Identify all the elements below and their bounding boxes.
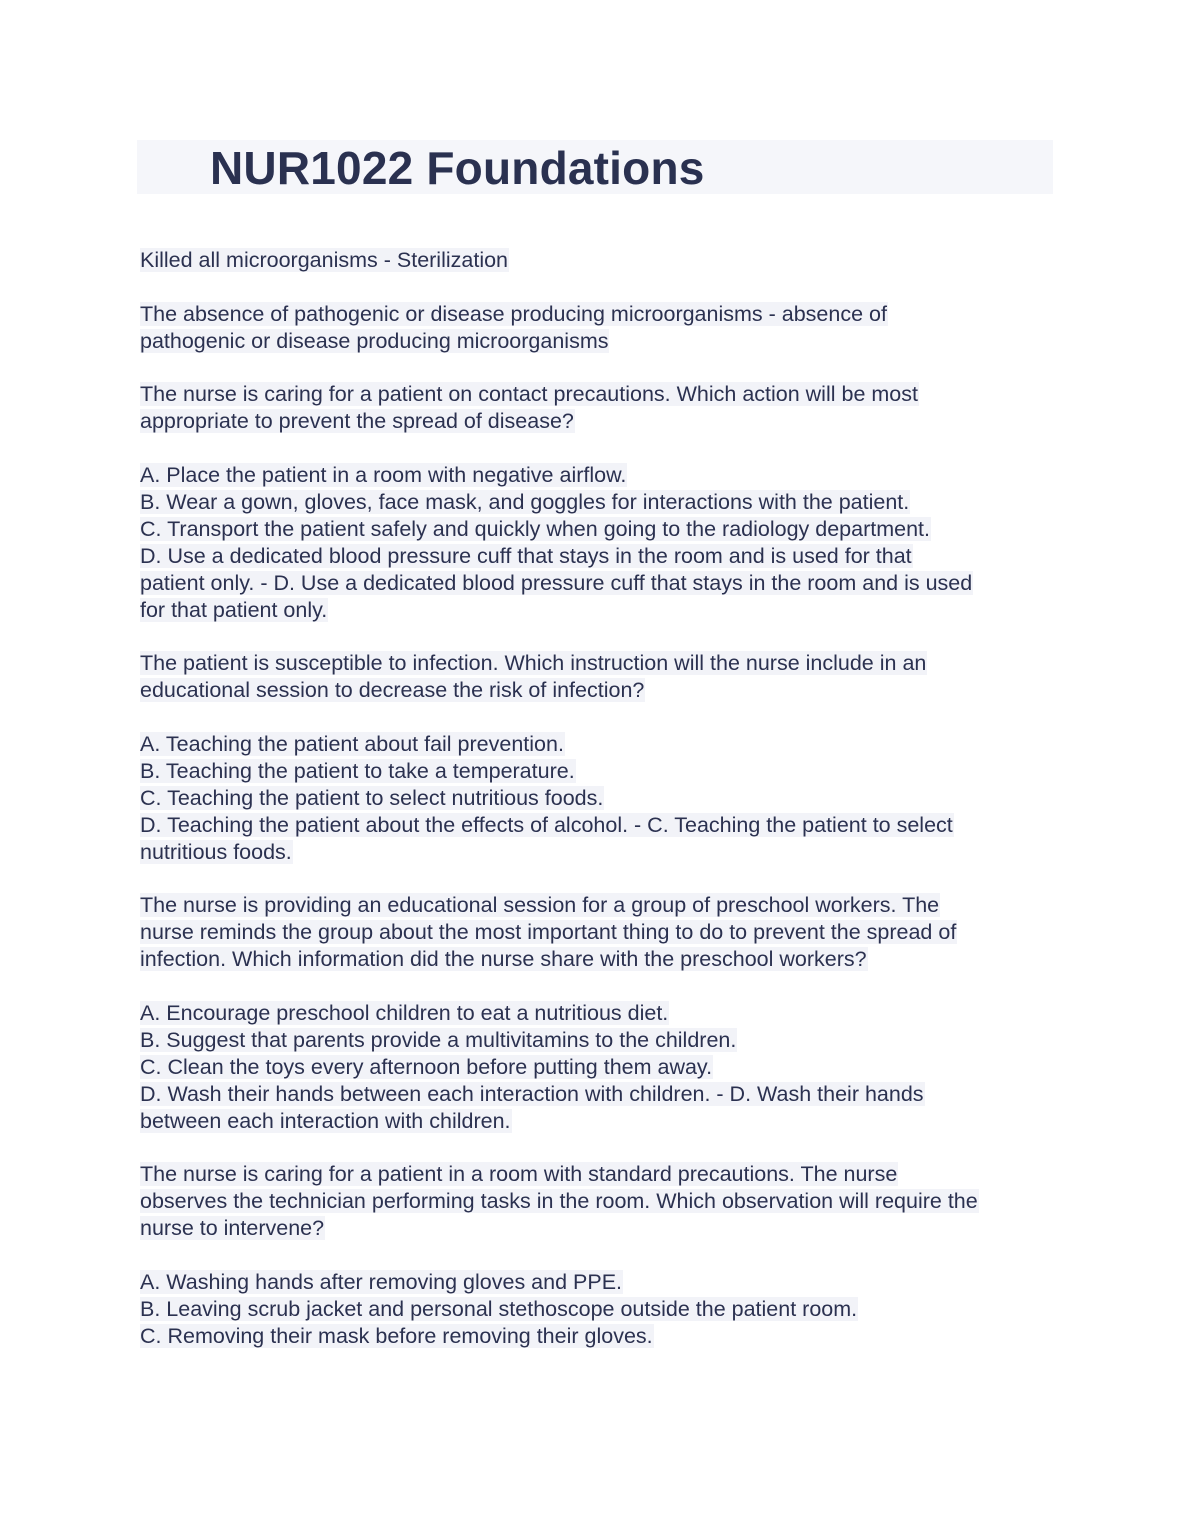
paragraph [140,462,1060,623]
text-line-content: infection. Which information did the nurse share with the preschool workers? [140,947,867,972]
text-line [140,892,1060,919]
title-band [137,140,1053,194]
text-line [140,758,1060,785]
text-line-content: D. Teaching the patient about the effects of alcohol. - C. Teaching the patient to select [140,812,953,837]
paragraph [140,650,1060,704]
text-line [140,1054,1060,1081]
text-line [140,543,1060,570]
text-line [140,247,1060,274]
text-line-content: A. Washing hands after removing gloves and PPE. [140,1269,623,1294]
text-line-content: The nurse is providing an educational session for a group of preschool workers. The [140,893,940,918]
text-line [140,301,1060,328]
text-line-content: The absence of pathogenic or disease producing microorganisms - absence of [140,301,887,326]
text-line [140,731,1060,758]
text-line [140,1081,1060,1108]
text-line-content: B. Wear a gown, gloves, face mask, and goggles for interactions with the patient. [140,490,910,515]
text-line [140,1296,1060,1323]
text-line-content: C. Removing their mask before removing their gloves. [140,1323,653,1348]
text-line-content: B. Suggest that parents provide a multivitamins to the children. [140,1027,737,1052]
text-line-content: A. Encourage preschool children to eat a nutritious diet. [140,1000,669,1025]
document-body [140,247,1060,1376]
text-line [140,516,1060,543]
text-line-content: observes the technician performing tasks in the room. Which observation will require the [140,1189,978,1214]
text-line [140,1323,1060,1350]
text-line-content: D. Wash their hands between each interaction with children. - D. Wash their hands [140,1081,924,1106]
text-line [140,462,1060,489]
text-line [140,1000,1060,1027]
paragraph [140,731,1060,865]
text-line [140,489,1060,516]
text-line-content: Killed all microorganisms - Sterilization [140,248,509,272]
text-line [140,677,1060,704]
text-line [140,785,1060,812]
text-line [140,570,1060,597]
text-line [140,328,1060,355]
text-line [140,1188,1060,1215]
text-line [140,408,1060,435]
text-line-content: patient only. - D. Use a dedicated blood pressure cuff that stays in the room and is used [140,570,973,595]
text-line-content: between each interaction with children. [140,1108,511,1133]
text-line-content: B. Teaching the patient to take a temperature. [140,758,575,783]
text-line-content: A. Teaching the patient about fail prevention. [140,732,564,757]
text-line-content: D. Use a dedicated blood pressure cuff that stays in the room and is used for that [140,543,912,568]
text-line [140,919,1060,946]
text-line [140,812,1060,839]
text-line [140,650,1060,677]
paragraph [140,247,1060,274]
paragraph [140,381,1060,435]
text-line-content: appropriate to prevent the spread of disease? [140,409,574,434]
text-line-content: The nurse is caring for a patient on contact precautions. Which action will be most [140,382,918,407]
text-line [140,839,1060,866]
text-line [140,1269,1060,1296]
text-line-content: pathogenic or disease producing microorganisms [140,328,609,353]
text-line [140,597,1060,624]
text-line-content: nutritious foods. [140,839,292,864]
paragraph [140,1269,1060,1350]
text-line-content: The patient is susceptible to infection. Which instruction will the nurse include in an [140,651,927,676]
text-line-content: educational session to decrease the risk of infection? [140,678,645,703]
paragraph [140,1161,1060,1242]
text-line-content: A. Place the patient in a room with negative airflow. [140,463,627,488]
document-title: NUR1022 Foundations [210,142,705,194]
text-line-content: C. Transport the patient safely and quickly when going to the radiology department. [140,516,930,541]
text-line-content: C. Clean the toys every afternoon before putting them away. [140,1054,713,1079]
text-line [140,946,1060,973]
text-line [140,1027,1060,1054]
text-line-content: for that patient only. [140,597,328,622]
text-line [140,1161,1060,1188]
paragraph [140,1000,1060,1134]
text-line-content: The nurse is caring for a patient in a room with standard precautions. The nurse [140,1162,898,1187]
text-line [140,1108,1060,1135]
paragraph [140,301,1060,355]
text-line-content: nurse reminds the group about the most important thing to do to prevent the spread of [140,920,957,945]
text-line-content: B. Leaving scrub jacket and personal stethoscope outside the patient room. [140,1296,858,1321]
text-line-content: C. Teaching the patient to select nutritious foods. [140,785,604,810]
text-line [140,381,1060,408]
paragraph [140,892,1060,973]
text-line [140,1215,1060,1242]
text-line-content: nurse to intervene? [140,1216,325,1241]
